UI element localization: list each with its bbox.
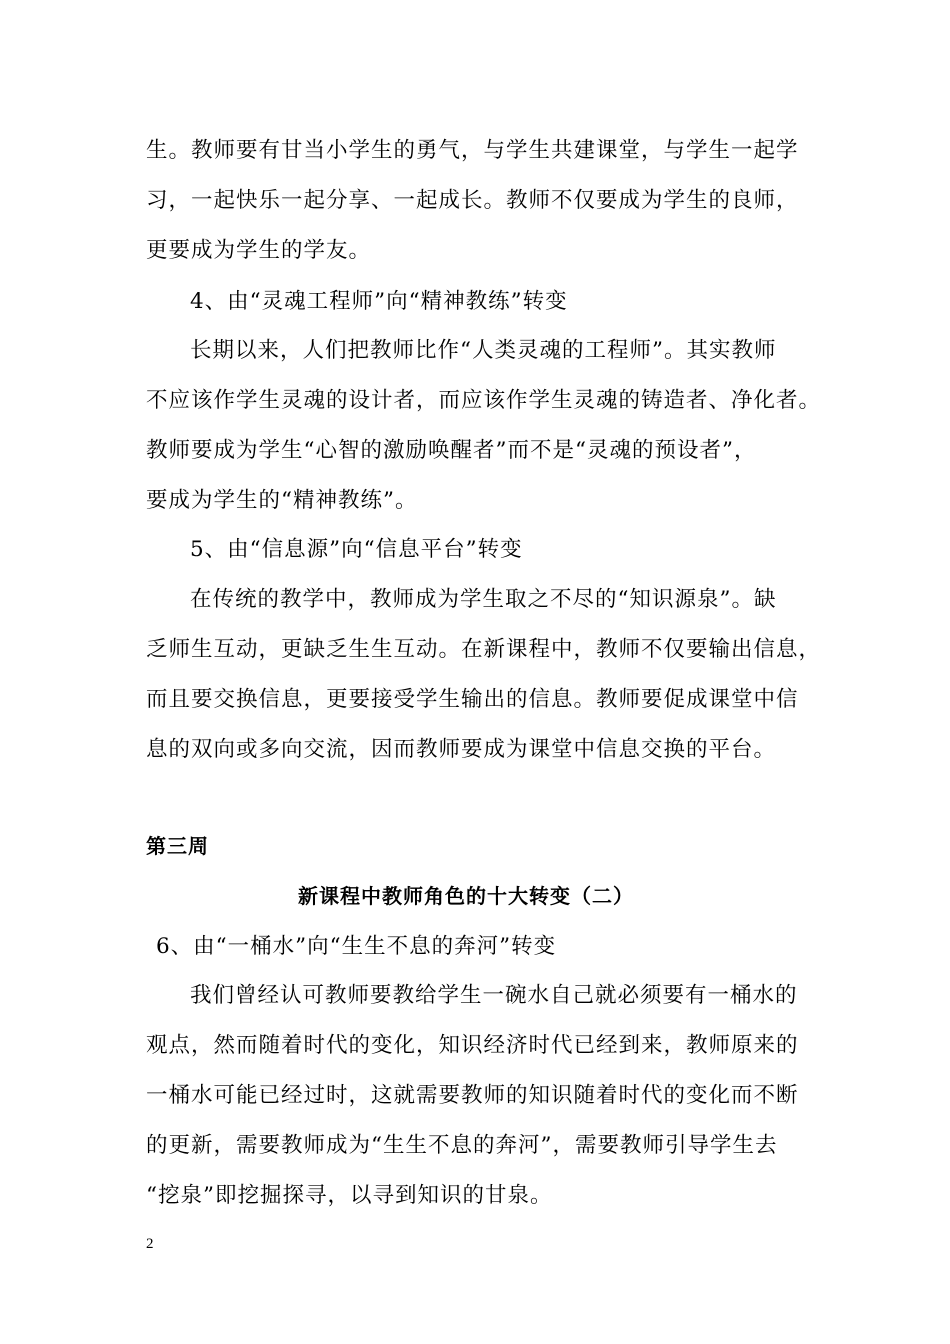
paragraph-line: 教师要成为学生“心智的激励唤醒者”而不是“灵魂的预设者”， <box>146 438 757 463</box>
page-number: 2 <box>146 1236 154 1252</box>
paragraph-line: 息的双向或多向交流，因而教师要成为课堂中信息交换的平台。 <box>146 737 777 762</box>
page-title: 新课程中教师角色的十大转变（二） <box>298 884 634 908</box>
paragraph-line: 更要成为学生的学友。 <box>146 238 372 263</box>
paragraph-line: 习，一起快乐一起分享、一起成长。教师不仅要成为学生的良师， <box>146 188 799 213</box>
week-label: 第三周 <box>146 834 209 858</box>
section-heading-6: 6、由“一桶水”向“生生不息的奔河”转变 <box>156 934 557 959</box>
paragraph-line: 一桶水可能已经过时，这就需要教师的知识随着时代的变化而不断 <box>146 1083 799 1108</box>
paragraph-line: 要成为学生的“精神教练”。 <box>146 488 418 513</box>
paragraph-line: 而且要交换信息，更要接受学生输出的信息。教师要促成课堂中信 <box>146 687 799 712</box>
paragraph-line: 长期以来，人们把教师比作“人类灵魂的工程师”。其实教师 <box>190 338 777 363</box>
paragraph-line: 在传统的教学中，教师成为学生取之不尽的“知识源泉”。缺 <box>190 587 777 612</box>
section-heading-4: 4、由“灵魂工程师”向“精神教练”转变 <box>190 289 568 314</box>
paragraph-line: 的更新，需要教师成为“生生不息的奔河”，需要教师引导学生去 <box>146 1133 778 1158</box>
paragraph-line: 不应该作学生灵魂的设计者，而应该作学生灵魂的铸造者、净化者。 <box>146 388 822 413</box>
paragraph-line: 生。教师要有甘当小学生的勇气，与学生共建课堂，与学生一起学 <box>146 138 799 163</box>
paragraph-line: “挖泉”即挖掘探寻，以寻到知识的甘泉。 <box>146 1183 553 1208</box>
paragraph-line: 乏师生互动，更缺乏生生互动。在新课程中，教师不仅要输出信息， <box>146 637 822 662</box>
paragraph-line: 我们曾经认可教师要教给学生一碗水自己就必须要有一桶水的 <box>190 983 798 1008</box>
paragraph-line: 观点，然而随着时代的变化，知识经济时代已经到来，教师原来的 <box>146 1033 799 1058</box>
section-heading-5: 5、由“信息源”向“信息平台”转变 <box>190 537 523 562</box>
